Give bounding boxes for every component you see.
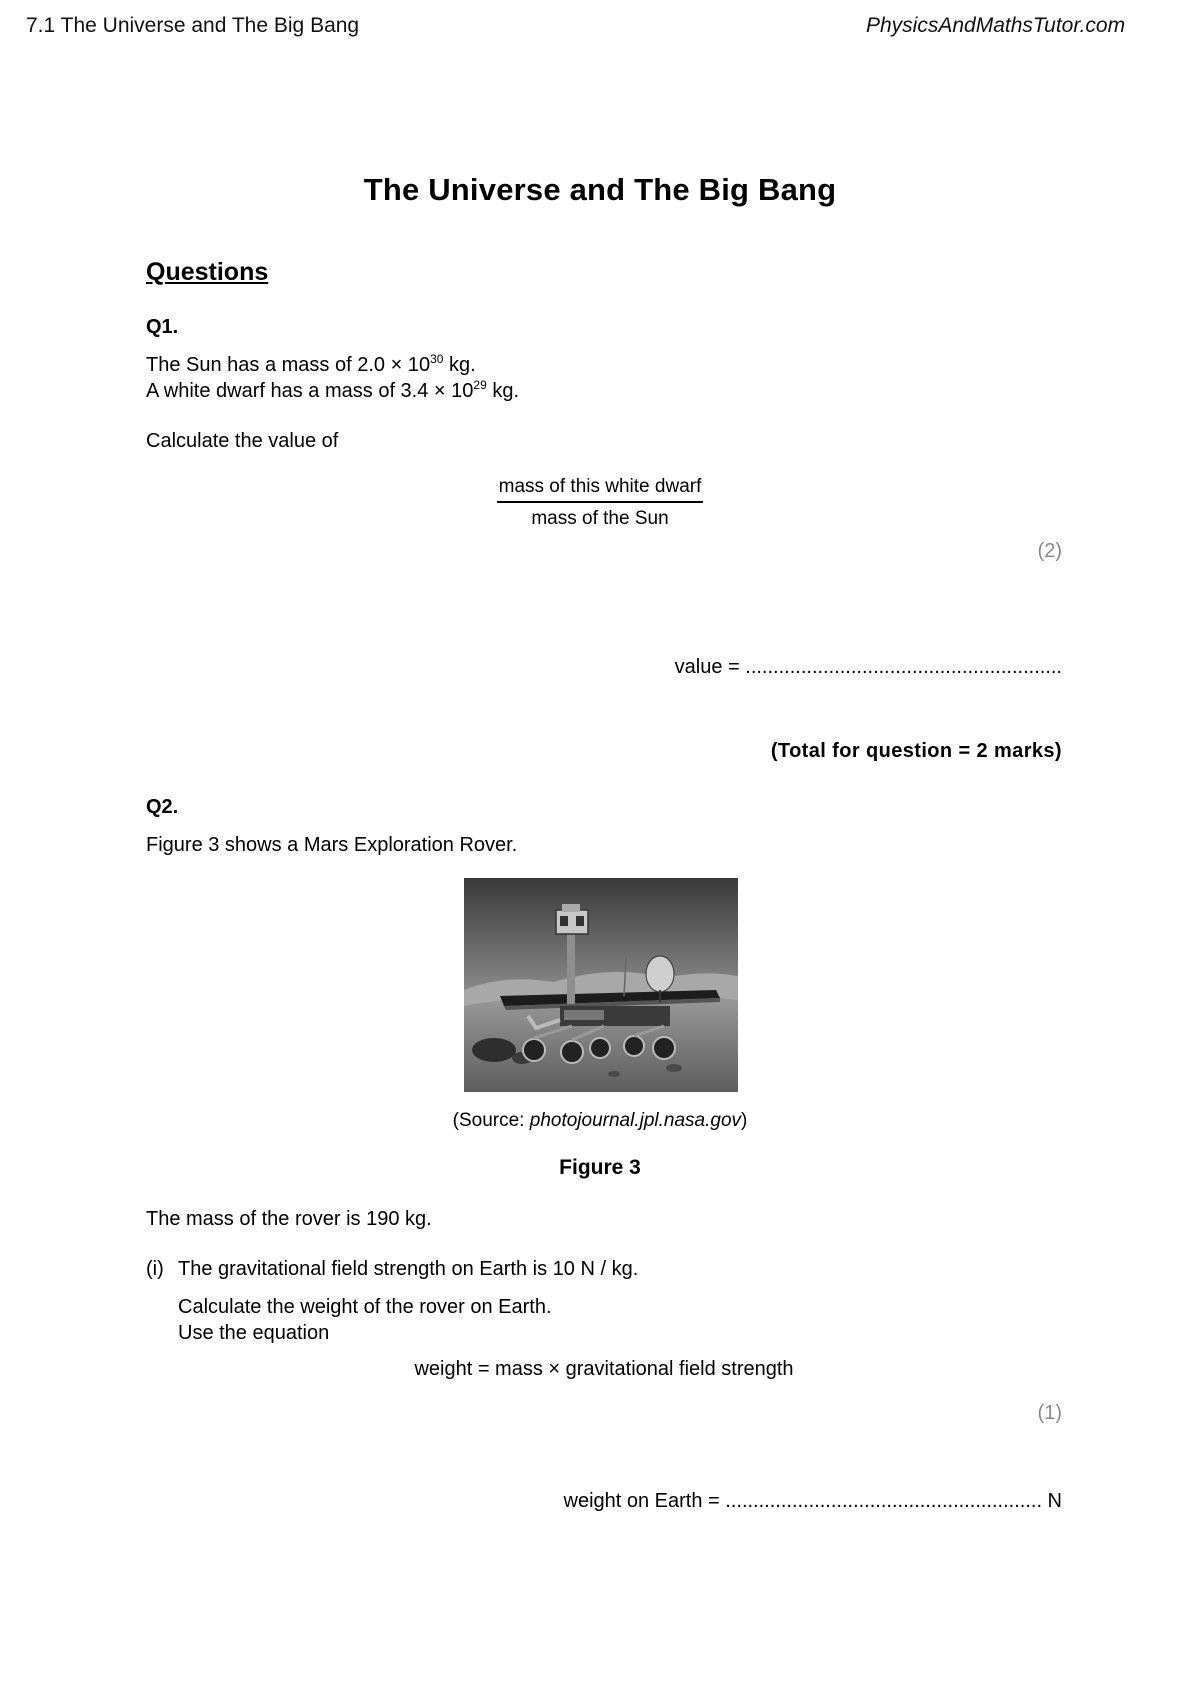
q1-sun-mass-unit: kg.: [443, 354, 476, 376]
figure-source-prefix: (Source:: [452, 1110, 530, 1131]
q1-total-marks: (Total for question = 2 marks): [770, 740, 1062, 762]
q1-sun-mass-base: The Sun has a mass of 2.0 × 10: [146, 354, 431, 376]
mars-rover-photo: [464, 878, 738, 1092]
q1-sun-mass-exponent: 30: [430, 352, 444, 366]
figure-source: [0, 1110, 1200, 1132]
fraction-numerator: mass of this white dwarf: [497, 476, 704, 503]
header-site-name: PhysicsAndMathsTutor.com: [866, 14, 1126, 37]
q2-part-i-answer-line: weight on Earth = ......................................................... N: [563, 1490, 1062, 1512]
q1-dwarf-mass-exponent: 29: [473, 378, 487, 392]
q1-instruction: Calculate the value of: [146, 430, 339, 452]
q1-dwarf-mass-unit: kg.: [486, 380, 520, 402]
weight-equation: weight = mass × gravitational field strength: [414, 1358, 794, 1380]
q2-part-i-marks: (1): [1037, 1402, 1062, 1424]
figure-source-site: photojournal.jpl.nasa.gov: [529, 1110, 742, 1131]
q1-label: Q1.: [146, 316, 179, 338]
figure-caption: Figure 3: [559, 1156, 641, 1179]
q2-part-i-text: The gravitational field strength on Earth is 10 N / kg.: [178, 1258, 639, 1280]
fraction-denominator: mass of the Sun: [531, 508, 669, 529]
section-heading: Questions: [146, 258, 269, 286]
q1-sun-mass: [146, 352, 476, 378]
q1-dwarf-mass-base: A white dwarf has a mass of 3.4 × 10: [146, 380, 474, 402]
figure-source-suffix: ): [741, 1110, 748, 1131]
page-title: The Universe and The Big Bang: [363, 172, 837, 207]
q2-label: Q2.: [146, 796, 179, 818]
q2-mass-statement: The mass of the rover is 190 kg.: [146, 1208, 432, 1230]
q1-answer-line: value = .........................................................: [674, 656, 1062, 678]
q2-part-i-number: (i): [146, 1258, 164, 1280]
q2-intro: Figure 3 shows a Mars Exploration Rover.: [146, 834, 518, 856]
q2-part-i-instruction-1: Calculate the weight of the rover on Earth.: [178, 1296, 552, 1318]
q1-marks: (2): [1037, 540, 1062, 562]
header-left-title: 7.1 The Universe and The Big Bang: [26, 14, 360, 37]
q1-fraction: [0, 476, 1200, 530]
q2-part-i-instruction-2: Use the equation: [178, 1322, 330, 1344]
q1-dwarf-mass: [146, 378, 519, 404]
